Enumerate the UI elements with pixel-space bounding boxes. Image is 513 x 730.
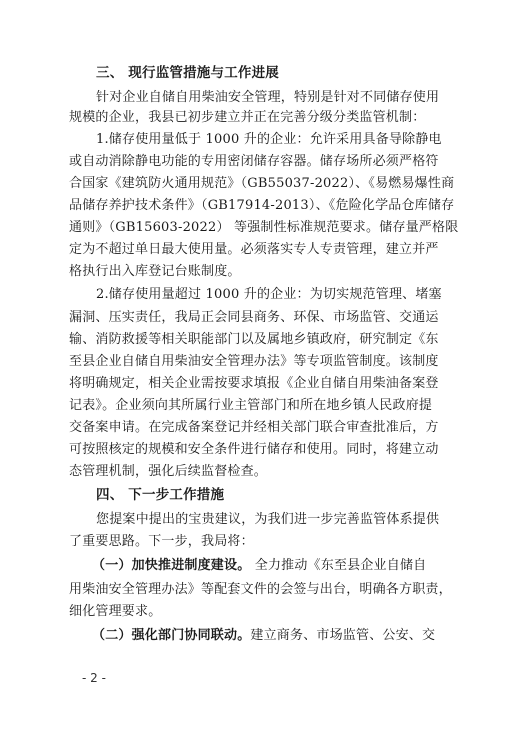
body-line: 至县企业自储自用柴油安全管理办法》等专项监管制度。该制度 <box>69 354 439 369</box>
body-line: 通则》（GB15603-2022） 等强制性标准规范要求。储存量严格限 <box>69 220 459 235</box>
page-number: - 2 - <box>82 671 106 685</box>
body-line: 细化管理要求。 <box>69 604 162 619</box>
item1-line <box>92 558 426 573</box>
body-line: 记表》。企业须向其所属行业主管部门和所在地乡镇人民政府提 <box>69 398 433 413</box>
body-line: 针对企业自储自用柴油安全管理，特别是针对不同储存使用 <box>96 90 440 105</box>
body-line: 了重要思路。下一步，我局将： <box>69 534 254 549</box>
body-line: 品储存养护技术条件》（GB17914-2013）、《危险化学品仓库储存 <box>69 198 455 213</box>
body-line: 或自动消除静电功能的专用密闭储存容器。储存场所必须严格符 <box>69 154 439 169</box>
item1-text: 全力推动《东至县企业自储自 <box>250 558 427 573</box>
item1-title: （一）加快推进制度建设。 <box>92 558 251 573</box>
body-line: 用柴油安全管理办法》等配套文件的会签与出台，明确各方职责， <box>69 582 452 597</box>
body-line: 将明确规定，相关企业需按要求填报《企业自储自用柴油备案登 <box>69 376 439 391</box>
body-line: 您提案中提出的宝贵建议，为我们进一步完善监管体系提供 <box>96 512 440 527</box>
body-line: 格执行出入库登记台账制度。 <box>69 264 241 279</box>
section3-heading: 三、 现行监管措施与工作进展 <box>96 65 279 81</box>
item2-title: （二）强化部门协同联动。 <box>92 628 251 643</box>
body-line: 2.储存使用量超过 1000 升的企业：为切实规范管理、堵塞 <box>96 287 442 302</box>
body-line: 交备案申请。在完成备案登记并经相关部门联合审查批准后，方 <box>69 420 439 435</box>
body-line: 规模的企业，我县已初步建立并正在完善分级分类监管机制： <box>69 110 426 125</box>
body-line: 定为不超过单日最大使用量。必须落实专人专责管理，建立并严 <box>69 242 439 257</box>
body-line: 漏洞、压实责任，我局正会同县商务、环保、市场监管、交通运 <box>69 310 439 325</box>
item2-line <box>92 628 435 643</box>
item2-text: 建立商务、市场监管、公安、交 <box>250 628 436 643</box>
body-line: 合国家《建筑防火通用规范》（GB55037-2022）、《易燃易爆性商 <box>69 176 455 191</box>
body-line: 1.储存使用量低于 1000 升的企业：允许采用具备导除静电 <box>96 132 442 147</box>
section4-heading: 四、 下一步工作措施 <box>96 487 225 503</box>
body-line: 可按照核定的规模和安全条件进行储存和使用。同时，将建立动 <box>69 442 439 457</box>
body-line: 态管理机制，强化后续监督检查。 <box>69 464 268 479</box>
body-line: 输、消防救援等相关职能部门以及属地乡镇政府，研究制定《东 <box>69 332 439 347</box>
